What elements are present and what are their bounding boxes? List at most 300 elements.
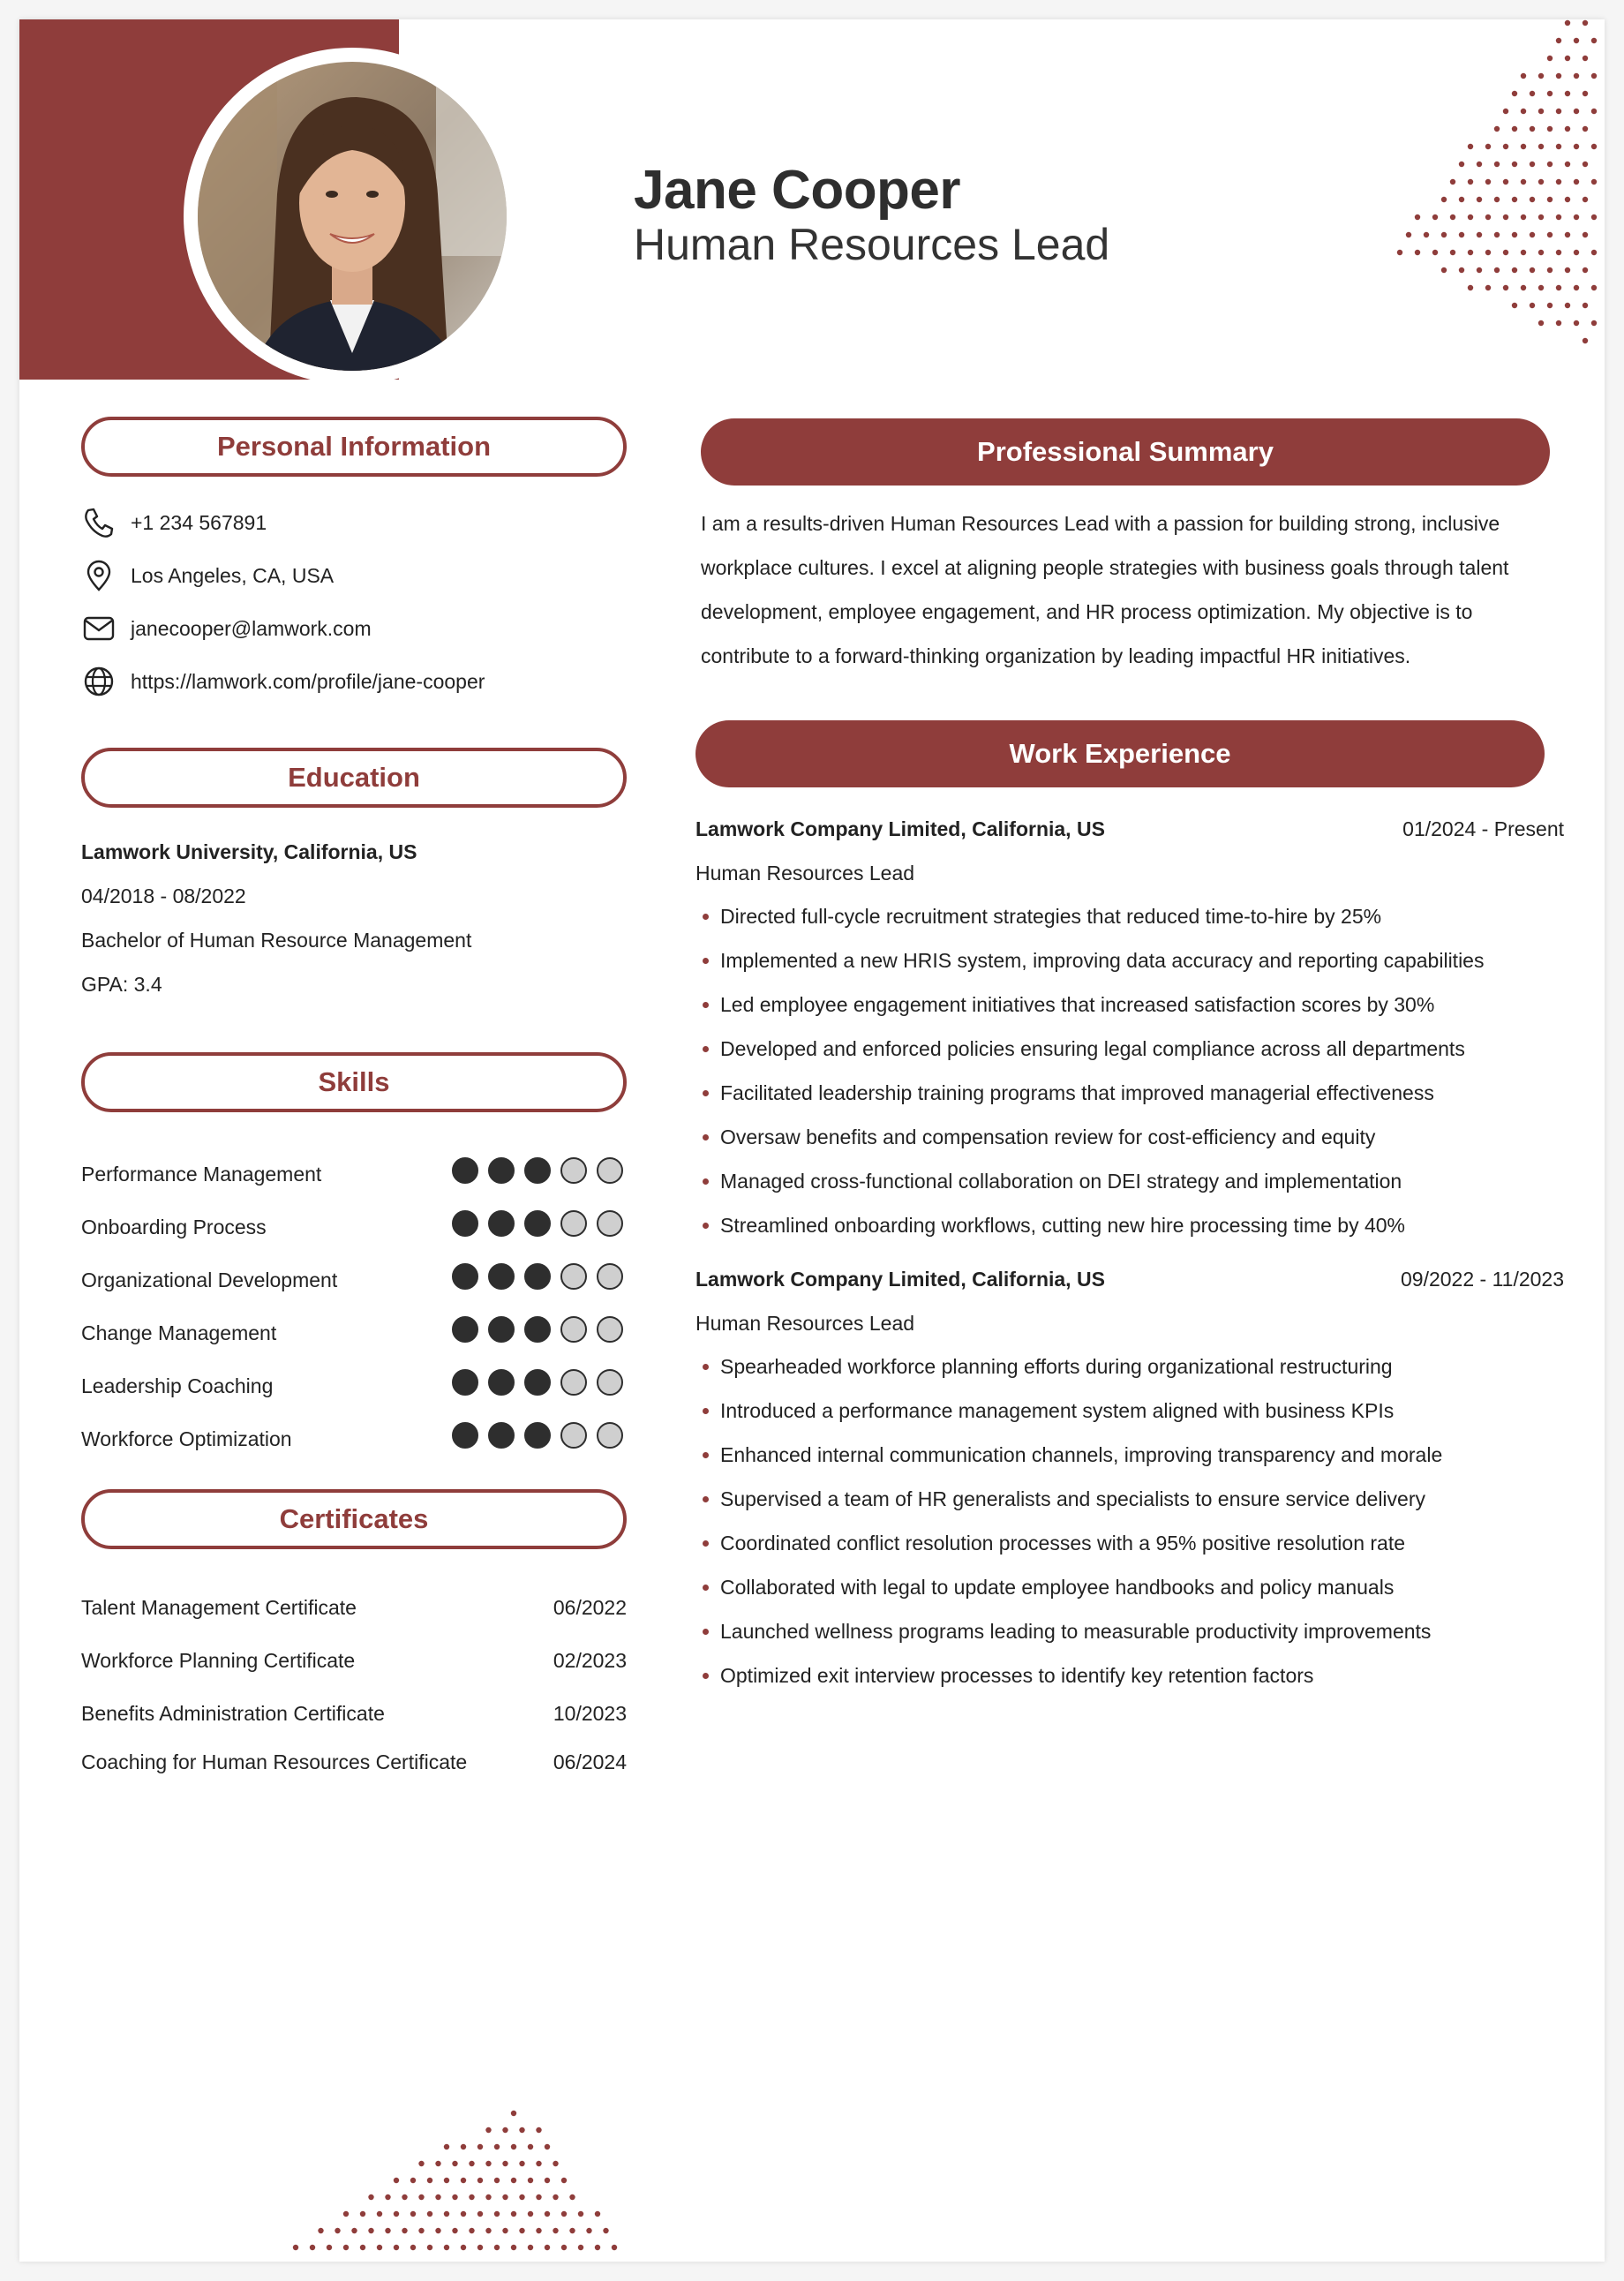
skill-row [81,1154,627,1193]
contact-website [81,662,485,701]
job-header-2 [695,1262,1564,1298]
decorative-dot [1583,162,1588,167]
decorative-dot [1565,267,1570,273]
skill-name: Leadership Coaching [81,1374,274,1397]
decorative-dot [1494,267,1500,273]
decorative-dot [1556,320,1561,326]
decorative-dot [1503,215,1508,220]
job-company: Lamwork Company Limited, California, US [695,817,1105,840]
contact-email [81,609,372,648]
decorative-dot [1530,197,1535,202]
decorative-dot [469,2161,474,2166]
decorative-dot [569,2228,575,2233]
decorative-dot [461,2178,466,2183]
decorative-dot [1565,303,1570,308]
rating-dot-empty [597,1263,623,1290]
decorative-dot [1477,232,1482,237]
decorative-dot [1565,56,1570,61]
decorative-dot [1565,197,1570,202]
decorative-dot [418,2228,424,2233]
decorative-dot [1530,91,1535,96]
decorative-dot [1530,267,1535,273]
rating-dot-empty [597,1422,623,1449]
decorative-dot [1583,303,1588,308]
decorative-dot [603,2228,608,2233]
decorative-dot [1556,73,1561,79]
contact-phone [81,503,267,542]
rating-dot-empty [597,1157,623,1184]
decorative-dot [1591,38,1597,43]
decorative-dot [1441,197,1447,202]
rating-dot-filled [524,1316,551,1343]
decorative-dot [519,2194,524,2200]
decorative-dot [511,2211,516,2217]
decorative-dot [553,2228,558,2233]
email-text[interactable]: janecooper@lamwork.com [131,616,372,640]
contact-location [81,556,334,595]
decorative-dot [1574,73,1579,79]
decorative-dot [418,2161,424,2166]
decorative-dot [1530,162,1535,167]
decorative-dot [485,2161,491,2166]
decorative-dot [1494,162,1500,167]
decorative-dot [1503,144,1508,149]
decorative-dot [1538,73,1544,79]
rating-dot-empty [597,1316,623,1343]
decorative-dot [1565,126,1570,132]
skill-row [81,1419,627,1457]
decorative-dot [1477,267,1482,273]
decorative-dot [1485,250,1491,255]
decorative-dot [612,2245,617,2250]
decorative-dot [418,2194,424,2200]
decorative-dot [1591,109,1597,114]
decorative-dot [360,2245,365,2250]
skill-row [81,1366,627,1404]
decorative-dot [343,2245,349,2250]
decorative-dot [1468,179,1473,184]
decorative-dot [327,2245,332,2250]
decorative-dot [1538,179,1544,184]
decorative-dot [477,2178,483,2183]
candidate-title: Human Resources Lead [634,220,1110,269]
decorative-dot [1547,232,1553,237]
skill-rating [452,1316,623,1343]
decorative-dot [1459,267,1464,273]
job-bullet: Oversaw benefits and compensation review for cost-efficiency and equity [695,1115,1484,1159]
decorative-dot [1574,144,1579,149]
decorative-dot [318,2228,323,2233]
skill-row [81,1207,627,1246]
job-bullet: Supervised a team of HR generalists and specialists to ensure service delivery [695,1477,1442,1521]
decorative-dot [1547,56,1553,61]
decorative-dot [1512,126,1517,132]
decorative-dot [536,2228,541,2233]
decorative-dot [519,2228,524,2233]
decorative-dot [427,2178,432,2183]
decorative-dot [1538,215,1544,220]
decorative-dot [1521,179,1526,184]
rating-dot-empty [560,1369,587,1396]
decorative-dot [1591,320,1597,326]
skill-name: Organizational Development [81,1268,338,1291]
decorative-dot [360,2211,365,2217]
job-bullets-2 [695,1344,1442,1698]
decorative-dot [1415,215,1420,220]
decorative-dot [1565,20,1570,26]
job-bullets-1 [695,894,1484,1247]
decorative-dot [1468,285,1473,290]
email-icon [81,611,117,646]
rating-dot-filled [452,1316,478,1343]
decorative-dot [1521,144,1526,149]
decorative-dot [1538,320,1544,326]
rating-dot-filled [452,1210,478,1237]
decorative-dot [394,2245,399,2250]
decorative-dot [1591,215,1597,220]
decorative-dot [1556,250,1561,255]
decorative-dot [385,2228,390,2233]
decorative-dot [1574,179,1579,184]
decorative-dot [1591,179,1597,184]
decorative-dot [469,2194,474,2200]
decorative-dot [1556,144,1561,149]
job-company: Lamwork Company Limited, California, US [695,1268,1105,1291]
skill-name: Change Management [81,1321,277,1344]
rating-dot-filled [524,1369,551,1396]
professional-summary-heading: Professional Summary [701,418,1550,486]
decorative-dot [569,2194,575,2200]
decorative-dot [494,2178,500,2183]
decorative-dot [553,2194,558,2200]
certificate-date: 02/2023 [553,1649,627,1672]
decorative-dot [469,2228,474,2233]
decorative-dot [1583,267,1588,273]
decorative-dot [528,2144,533,2149]
rating-dot-filled [488,1157,515,1184]
decorative-dot [461,2211,466,2217]
decorative-dot [1521,285,1526,290]
decorative-dot [1468,215,1473,220]
decorative-dot [343,2211,349,2217]
rating-dot-empty [560,1157,587,1184]
education-school: Lamwork University, California, US [81,840,417,863]
decorative-dot [1591,73,1597,79]
decorative-dot [427,2211,432,2217]
decorative-dot [335,2228,340,2233]
skill-name: Performance Management [81,1163,322,1186]
decorative-dot [502,2161,508,2166]
certificate-row [81,1591,627,1626]
decorative-dot [511,2111,516,2116]
decorative-dot [1485,179,1491,184]
certificate-date: 06/2024 [553,1750,627,1773]
decorative-dot [293,2245,298,2250]
skill-name: Workforce Optimization [81,1427,292,1450]
certificate-name: Workforce Planning Certificate [81,1649,356,1672]
decorative-dot [528,2178,533,2183]
decorative-dot [485,2127,491,2133]
decorative-dot [1574,250,1579,255]
certificate-name: Benefits Administration Certificate [81,1702,385,1725]
certificates-heading: Certificates [81,1489,627,1549]
profile-photo [198,62,507,371]
decorative-dot [1485,215,1491,220]
skill-row [81,1260,627,1299]
decorative-dots-bottom [275,2076,717,2262]
rating-dot-empty [597,1210,623,1237]
decorative-dot [536,2194,541,2200]
decorative-dot [1512,91,1517,96]
education-degree: Bachelor of Human Resource Management [81,929,472,952]
decorative-dot [452,2194,457,2200]
job-bullet: Streamlined onboarding workflows, cutting new hire processing time by 40% [695,1203,1484,1247]
decorative-dot [1565,91,1570,96]
rating-dot-filled [524,1210,551,1237]
decorative-dot [545,2144,550,2149]
rating-dot-filled [524,1157,551,1184]
rating-dot-filled [524,1422,551,1449]
skill-rating [452,1210,623,1237]
decorative-dot [477,2144,483,2149]
decorative-dot [444,2211,449,2217]
location-text: Los Angeles, CA, USA [131,563,335,587]
decorative-dot [1547,91,1553,96]
decorative-dot [1547,303,1553,308]
rating-dot-empty [560,1210,587,1237]
decorative-dot [502,2127,508,2133]
decorative-dot [586,2228,591,2233]
decorative-dot [427,2245,432,2250]
decorative-dot [435,2161,440,2166]
decorative-dot [444,2245,449,2250]
decorative-dot [545,2211,550,2217]
decorative-dot [494,2245,500,2250]
decorative-dot [1415,250,1420,255]
decorative-dot [1494,126,1500,132]
decorative-dot [1547,162,1553,167]
decorative-dot [1477,197,1482,202]
decorative-dot [1547,267,1553,273]
decorative-dot [1574,109,1579,114]
rating-dot-filled [452,1263,478,1290]
rating-dot-filled [488,1422,515,1449]
decorative-dot [385,2194,390,2200]
rating-dot-filled [452,1369,478,1396]
decorative-dot [1574,285,1579,290]
rating-dot-empty [597,1369,623,1396]
skill-name: Onboarding Process [81,1216,267,1238]
job-bullet: Enhanced internal communication channels, improving transparency and morale [695,1433,1442,1477]
decorative-dot [461,2245,466,2250]
decorative-dot [1512,303,1517,308]
decorative-dot [1432,250,1438,255]
decorative-dot [477,2245,483,2250]
decorative-dot [1521,250,1526,255]
decorative-dot [1503,109,1508,114]
decorative-dot [1397,250,1402,255]
education-gpa: GPA: 3.4 [81,973,162,996]
decorative-dot [1468,250,1473,255]
job-bullet: Collaborated with legal to update employee handbooks and policy manuals [695,1565,1442,1609]
decorative-dot [578,2245,583,2250]
phone-icon [81,505,117,540]
decorative-dot [435,2194,440,2200]
decorative-dot [1494,232,1500,237]
rating-dot-filled [488,1316,515,1343]
job-bullet: Developed and enforced policies ensuring legal compliance across all departments [695,1027,1484,1071]
decorative-dot [1574,215,1579,220]
decorative-dot [1556,179,1561,184]
certificate-row [81,1644,627,1679]
decorative-dot [1583,232,1588,237]
job-role: Human Resources Lead [695,1312,915,1335]
decorative-dot [553,2161,558,2166]
decorative-dot [310,2245,315,2250]
decorative-dot [1459,232,1464,237]
decorative-dot [1591,250,1597,255]
decorative-dot [511,2245,516,2250]
decorative-dot [410,2245,416,2250]
decorative-dot [561,2178,567,2183]
decorative-dot [1556,215,1561,220]
decorative-dot [1530,126,1535,132]
job-role: Human Resources Lead [695,862,915,885]
website-link[interactable]: https://lamwork.com/profile/jane-cooper [131,669,485,693]
skill-rating [452,1422,623,1449]
rating-dot-filled [488,1210,515,1237]
decorative-dot [485,2194,491,2200]
rating-dot-filled [452,1422,478,1449]
decorative-dot [1521,215,1526,220]
decorative-dot [410,2178,416,2183]
decorative-dot [1441,232,1447,237]
decorative-dot [1583,91,1588,96]
decorative-dot [1424,232,1429,237]
decorative-dot [1565,162,1570,167]
decorative-dot [528,2211,533,2217]
skill-row [81,1313,627,1351]
decorative-dot [1530,232,1535,237]
decorative-dots-top-right [1335,19,1605,355]
decorative-dot [1583,56,1588,61]
decorative-dot [1450,250,1455,255]
job-bullet: Directed full-cycle recruitment strategies that reduced time-to-hire by 25% [695,894,1484,938]
decorative-dot [394,2178,399,2183]
rating-dot-filled [452,1157,478,1184]
job-dates: 01/2024 - Present [1402,817,1564,840]
job-bullet: Spearheaded workforce planning efforts during organizational restructuring [695,1344,1442,1389]
job-bullet: Coordinated conflict resolution processes with a 95% positive resolution rate [695,1521,1442,1565]
decorative-dot [1565,232,1570,237]
decorative-dot [1485,285,1491,290]
globe-icon [81,664,117,699]
location-pin-icon [81,558,117,593]
decorative-dot [595,2211,600,2217]
decorative-dot [477,2211,483,2217]
rating-dot-empty [560,1316,587,1343]
decorative-dot [485,2228,491,2233]
decorative-dot [1583,197,1588,202]
decorative-dot [1583,126,1588,132]
job-bullet: Launched wellness programs leading to measurable productivity improvements [695,1609,1442,1653]
professional-summary-text: I am a results-driven Human Resources Lead with a passion for building strong, inclusive workplace cultures. I excel at aligning people strategies with business goals through talent development, employee engagement, and HR process optimization. My objective is to contribute to a forward-thinking organization by leading impactful HR initiatives. [701,512,1509,667]
decorative-dot [1530,303,1535,308]
decorative-dot [1503,179,1508,184]
job-bullet: Led employee engagement initiatives that increased satisfaction scores by 30% [695,982,1484,1027]
decorative-dot [377,2211,382,2217]
decorative-dot [1521,109,1526,114]
decorative-dot [1521,73,1526,79]
resume-page [19,19,1605,2262]
decorative-dot [1556,285,1561,290]
decorative-dot [502,2228,508,2233]
certificate-date: 06/2022 [553,1596,627,1619]
decorative-dot [1583,338,1588,343]
decorative-dot [545,2178,550,2183]
decorative-dot [536,2127,541,2133]
decorative-dot [545,2245,550,2250]
decorative-dot [578,2211,583,2217]
decorative-dot [595,2245,600,2250]
decorative-dot [410,2211,416,2217]
decorative-dot [536,2161,541,2166]
certificate-name: Coaching for Human Resources Certificate [81,1750,468,1773]
job-bullet: Managed cross-functional collaboration on DEI strategy and implementation [695,1159,1484,1203]
decorative-dot [452,2161,457,2166]
decorative-dot [1512,197,1517,202]
decorative-dot [1547,126,1553,132]
decorative-dot [1432,215,1438,220]
decorative-dot [368,2228,373,2233]
decorative-dot [511,2178,516,2183]
decorative-dot [1574,320,1579,326]
decorative-dot [502,2194,508,2200]
candidate-name: Jane Cooper [634,160,961,221]
rating-dot-empty [560,1263,587,1290]
decorative-dot [444,2144,449,2149]
decorative-dot [1591,144,1597,149]
skills-heading: Skills [81,1052,627,1112]
decorative-dot [1583,20,1588,26]
decorative-dot [1538,250,1544,255]
decorative-dot [1441,267,1447,273]
decorative-dot [1512,267,1517,273]
decorative-dot [519,2161,524,2166]
certificate-row [81,1745,627,1780]
decorative-dot [394,2211,399,2217]
decorative-dot [494,2144,500,2149]
decorative-dot [1450,215,1455,220]
education-dates: 04/2018 - 08/2022 [81,885,246,907]
decorative-dot [1512,232,1517,237]
work-experience-heading: Work Experience [695,720,1545,787]
decorative-dot [1556,109,1561,114]
job-bullet: Implemented a new HRIS system, improving data accuracy and reporting capabilities [695,938,1484,982]
decorative-dot [1485,144,1491,149]
education-heading: Education [81,748,627,808]
phone-text: +1 234 567891 [131,510,267,534]
decorative-dot [1406,232,1411,237]
decorative-dot [1459,197,1464,202]
decorative-dot [1556,38,1561,43]
decorative-dot [1450,179,1455,184]
decorative-dot [1459,162,1464,167]
certificate-row [81,1697,627,1732]
job-dates: 09/2022 - 11/2023 [1400,1268,1564,1291]
decorative-dot [1503,250,1508,255]
rating-dot-filled [488,1263,515,1290]
